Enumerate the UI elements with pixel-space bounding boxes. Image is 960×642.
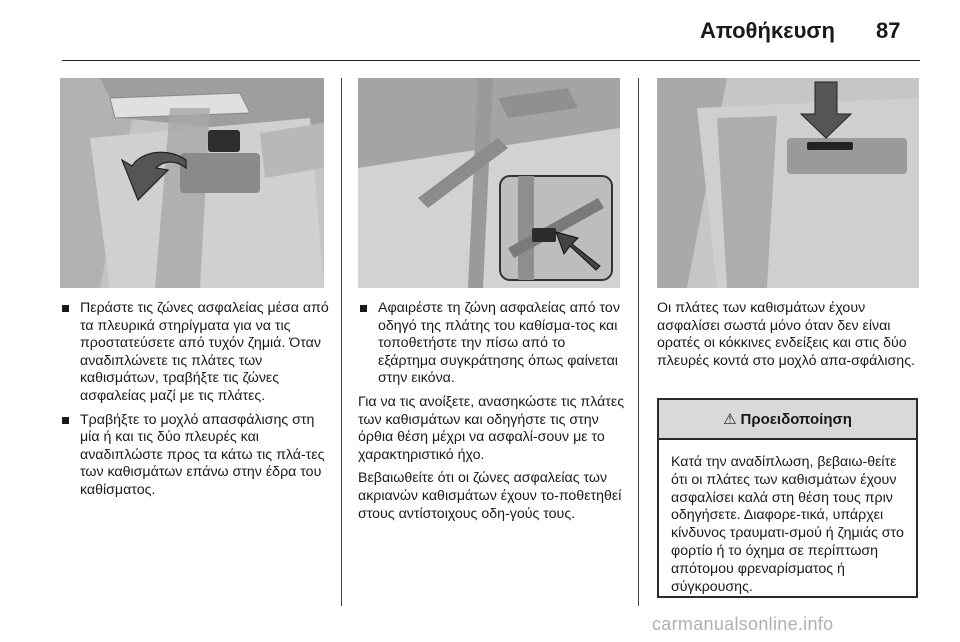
figure-release-lever — [657, 78, 919, 288]
bullet-square-icon — [360, 305, 367, 312]
warning-text: Κατά την αναδίπλωση, βεβαιω-θείτε ότι οι πλάτες των καθισμάτων έχουν ασφαλίσει καλά στη θέση τους πριν οδηγήσετε. Διαφορε-τικά, υπάρχει κίνδυνος τραυματι-σμού ή ζημιάς στο φορτίο ή το όχημα σε περίπτωση απότομου φρεναρίσματος ή σύγκρουσης. — [671, 454, 904, 595]
list-item: Τραβήξτε το μοχλό απασφάλισης στη μία ή και τις δύο πλευρές και αναδιπλώστε προς τα κάτω τις πλά-τες των καθισμάτων επάνω στην έδρα του καθίσματος. — [60, 412, 330, 500]
paragraph: Οι πλάτες των καθισμάτων έχουν ασφαλίσει σωστά μόνο όταν δεν είναι ορατές οι κόκκινες ενδείξεις και στις δύο πλευρές κοντά στο μοχλό απα-σφάλισης. — [657, 300, 915, 369]
warning-box — [657, 398, 918, 598]
figure-seatbelt-routing — [60, 78, 324, 288]
paragraph: Για να τις ανοίξετε, ανασηκώστε τις πλάτες των καθισμάτων και οδηγήστε τις στην όρθια θέση μέχρι να ασφαλί-σουν με το χαρακτηριστικό ήχο. — [358, 393, 625, 463]
left-column-text — [60, 300, 330, 506]
list-item: Αφαιρέστε τη ζώνη ασφαλείας από τον οδηγό της πλάτης του καθίσμα-τος και τοποθετήστε την πίσω από το εξάρτημα συγκράτησης όπως φαίνεται στην εικόνα. — [358, 300, 626, 388]
header-divider — [62, 60, 920, 61]
watermark: carmanualsonline.info — [652, 614, 834, 634]
middle-column-text — [358, 300, 626, 529]
inset-detail — [500, 176, 612, 280]
warning-title: Προειδοποίηση — [740, 410, 852, 428]
bullet-square-icon — [62, 417, 69, 424]
paragraph: Βεβαιωθείτε ότι οι ζώνες ασφαλείας των ακριανών καθισμάτων έχουν το-ποθετηθεί στους αντίστοιχους οδη-γούς τους. — [358, 470, 622, 522]
warning-header — [659, 400, 916, 440]
page-number: 87 — [876, 18, 901, 43]
figure-belt-retainer — [358, 78, 620, 288]
list-item: Περάστε τις ζώνες ασφαλείας μέσα από τα πλευρικά στηρίγματα για να τις προστατεύσετε από τυχόν ζημιά. Όταν αναδιπλώνετε τις πλάτες των καθισμάτων, τραβήξτε τις ζώνες ασφαλείας μαζί με τις πλάτες. — [60, 300, 330, 406]
section-title: Αποθήκευση — [700, 18, 835, 43]
column-divider-left — [341, 78, 342, 606]
bullet-square-icon — [62, 305, 69, 312]
warning-icon: ⚠ — [723, 411, 737, 428]
column-divider-right — [638, 78, 639, 606]
right-column-text — [657, 300, 927, 376]
